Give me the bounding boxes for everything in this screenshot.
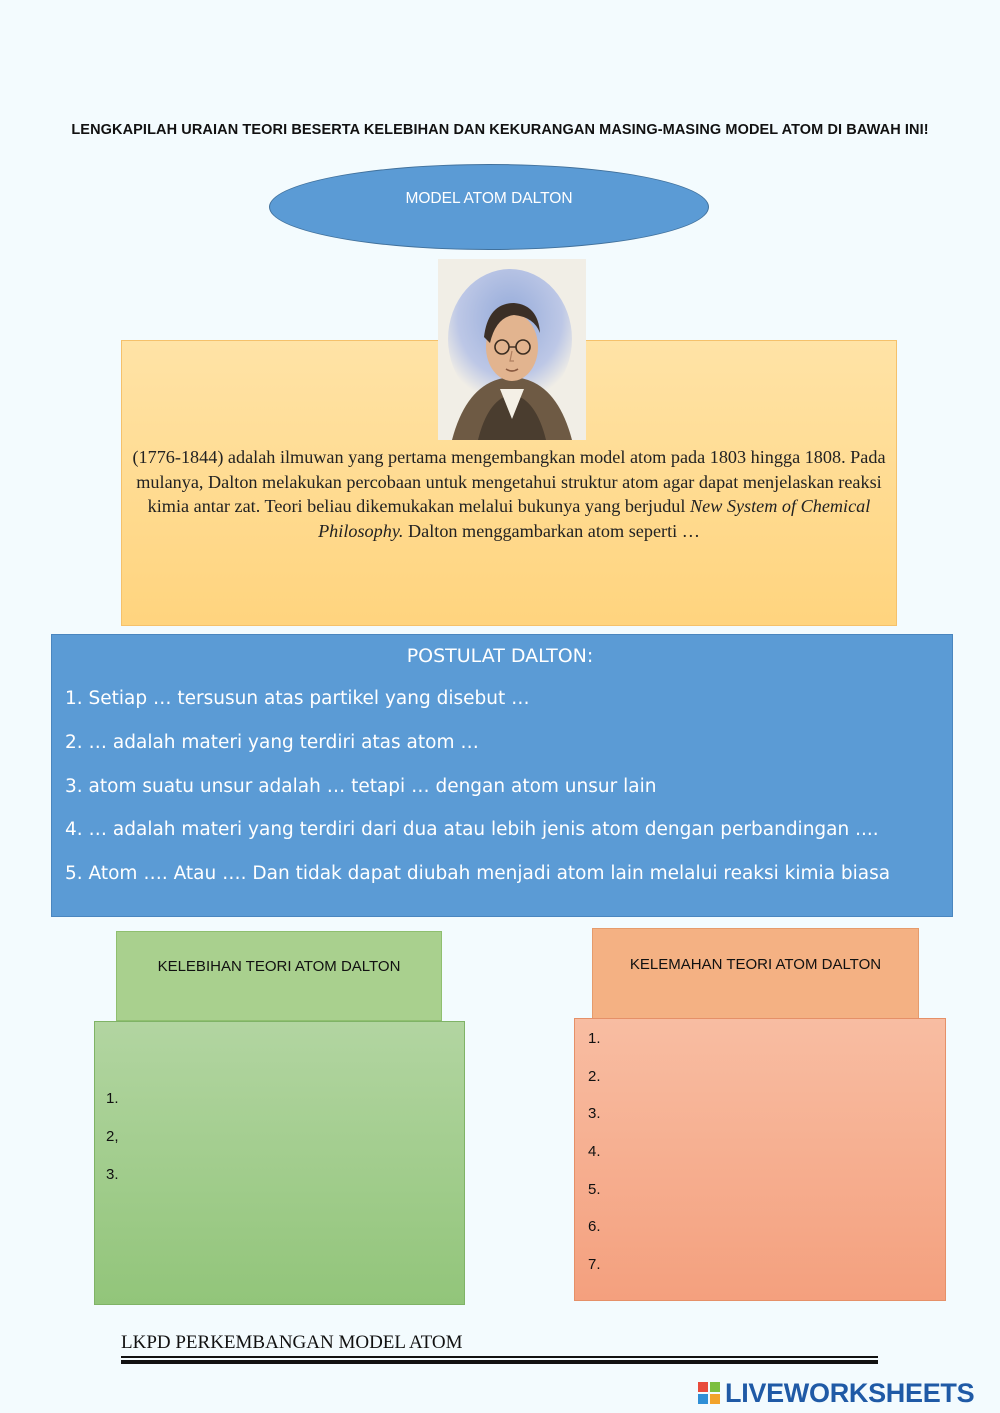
kelemahan-item: 5. (588, 1181, 601, 1198)
footer-title: LKPD PERKEMBANGAN MODEL ATOM (121, 1332, 463, 1353)
intro-part1: (1776-1844) adalah ilmuwan yang pertama mengembangkan model atom pada 1803 hingga 1808. Pada mulanya, Dalton melakukan percobaan untuk mengetahui struktur atom agar dapat menjelaskan reaksi kimia antar zat. Teori beliau dikemukakan melalui bukunya yang berjudul (132, 447, 886, 516)
kelemahan-item: 6. (588, 1218, 601, 1235)
postulat-item: 5. Atom …. Atau …. Dan tidak dapat diubah menjadi atom lain melalui reaksi kimia biasa (65, 863, 891, 884)
footer-divider-thick (121, 1360, 878, 1364)
intro-book-title: New System of Chemical Philosophy. (318, 496, 871, 541)
kelebihan-header-box (116, 931, 442, 1021)
kelemahan-title: KELEMAHAN TEORI ATOM DALTON (629, 956, 882, 973)
kelemahan-header-box (592, 928, 919, 1020)
kelemahan-item: 7. (588, 1256, 601, 1273)
postulat-item: 2. … adalah materi yang terdiri atas atom … (65, 732, 479, 753)
kelebihan-item: 3. (106, 1166, 119, 1183)
intro-part2: Dalton menggambarkan atom seperti … (403, 520, 700, 541)
model-title-ellipse (269, 164, 709, 250)
kelebihan-title: KELEBIHAN TEORI ATOM DALTON (157, 958, 401, 975)
intro-paragraph (130, 445, 888, 543)
kelemahan-item: 4. (588, 1143, 601, 1160)
postulat-item: 1. Setiap … tersusun atas partikel yang disebut … (65, 688, 530, 709)
postulat-title: POSTULAT DALTON: (406, 645, 594, 667)
brand-name: LIVEWORKSHEETS (725, 1377, 975, 1408)
model-title: MODEL ATOM DALTON (405, 190, 573, 207)
liveworksheets-logo[interactable] (698, 1378, 974, 1408)
kelemahan-item: 1. (588, 1030, 601, 1047)
dalton-portrait-icon (438, 259, 586, 440)
liveworksheets-grid-icon (698, 1382, 720, 1404)
postulat-item: 3. atom suatu unsur adalah … tetapi … dengan atom unsur lain (65, 776, 657, 797)
kelebihan-item: 1. (106, 1090, 119, 1107)
footer-divider (121, 1356, 878, 1358)
kelebihan-item: 2, (106, 1128, 119, 1145)
kelemahan-item: 2. (588, 1068, 601, 1085)
kelemahan-answer-box[interactable] (574, 1018, 946, 1301)
kelemahan-item: 3. (588, 1105, 601, 1122)
postulat-item: 4. … adalah materi yang terdiri dari dua atau lebih jenis atom dengan perbandingan .... (65, 819, 879, 840)
instruction-heading: LENGKAPILAH URAIAN TEORI BESERTA KELEBIHAN DAN KEKURANGAN MASING-MASING MODEL ATOM DI BAWAH INI! (71, 122, 929, 138)
kelebihan-answer-box[interactable] (94, 1021, 465, 1305)
